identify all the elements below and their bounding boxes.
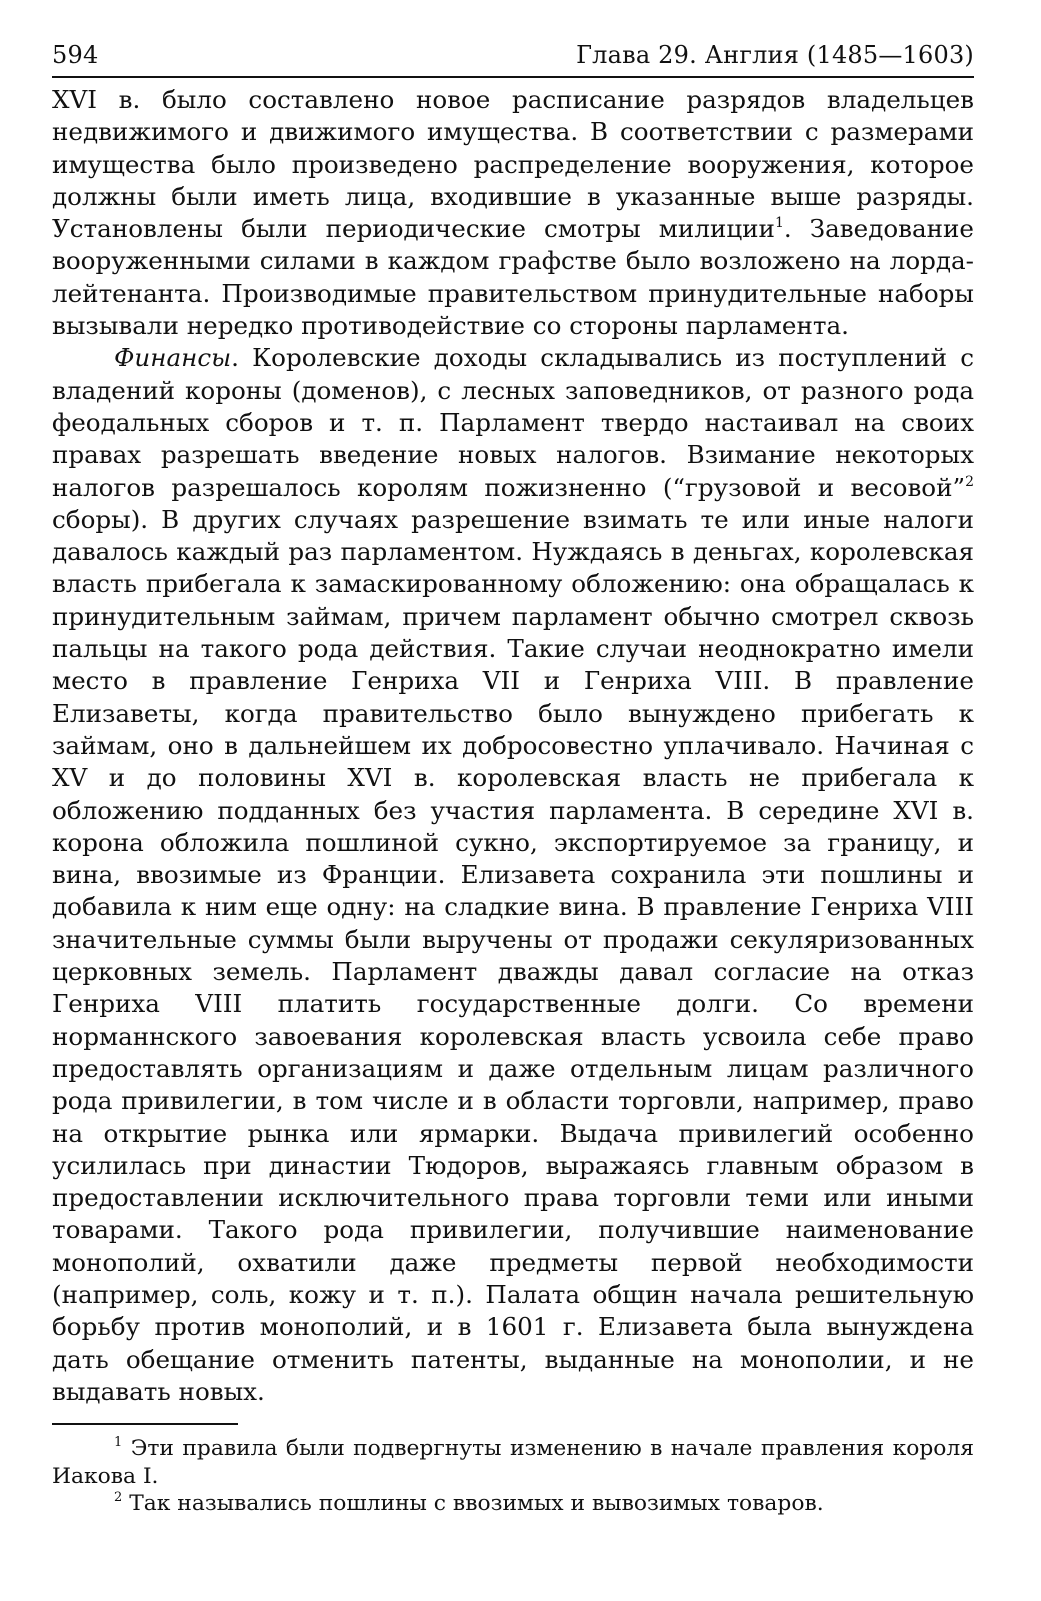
paragraph-finance bbox=[52, 342, 974, 1408]
page-number: 594 bbox=[52, 41, 99, 69]
chapter-title: Глава 29. Англия (1485—1603) bbox=[576, 41, 974, 69]
book-page bbox=[52, 38, 974, 1408]
footnotes bbox=[52, 1423, 974, 1518]
footnote-1 bbox=[52, 1435, 974, 1490]
footnote-text: Эти правила были подвергнуты изменению в начале правления короля Иакова I. bbox=[52, 1436, 974, 1489]
paragraph-militia bbox=[52, 84, 974, 342]
paragraph-text: . Королевские доходы складывались из поступлений с владений короны (доменов), с лесных заповедников, от разного рода феодальных сборов и т. п. Парламент твердо настаивал на своих правах разрешать введение новых налогов. Взимание некоторых налогов разрешалось королям пожизненно (“грузовой и весовой” bbox=[52, 343, 974, 502]
footnote-marker: 1 bbox=[114, 1435, 123, 1450]
footnote-2 bbox=[52, 1490, 974, 1518]
footnote-text: Так назывались пошлины с ввозимых и вывозимых товаров. bbox=[122, 1491, 824, 1516]
running-head bbox=[52, 38, 974, 72]
paragraph-text: . Заведование вооруженными силами в каждом графстве было возложено на лорда-лейтенанта. Производимые правительством принудительные наборы вызывали нередко противодействие со стороны парламента. bbox=[52, 214, 974, 341]
footnote-marker: 2 bbox=[114, 1490, 123, 1505]
paragraph-text: сборы). В других случаях разрешение взимать те или иные налоги давалось каждый раз парламентом. Нуждаясь в деньгах, королевская власть прибегала к замаскированному обложению: она обращалась к принудительным займам, причем парламент обычно смотрел сквозь пальцы на такого рода действия. Такие случаи неоднократно имели место в правление Генриха VII и Генриха VIII. В правление Елизаветы, когда правительство было вынуждено прибегать к займам, оно в дальнейшем их добросовестно уплачивало. Начиная с XV и до половины XVI в. королевская власть не прибегала к обложению подданных без участия парламента. В середине XVI в. корона обложила пошлиной сукно, экспортируемое за границу, и вина, ввозимые из Франции. Елизавета сохранила эти пошлины и добавила к ним еще одну: на сладкие вина. В правление Генриха VIII значительные суммы были выручены от продажи секуляризованных церковных земель. Парламент дважды давал согласие на отказ Генриха VIII платить государственные долги. Со времени норманнского завоевания королевская власть усвоила себе право предоставлять организациям и даже отдельным лицам различного рода привилегии, в том числе и в области торговли, например, право на открытие рынка или ярмарки. Выдача привилегий особенно усилилась при династии Тюдоров, выражаясь главным образом в предоставлении исключительного права торговли теми или иными товарами. Такого рода привилегии, получившие наименование монополий, охватили даже предметы первой необходимости (например, соль, кожу и т. п.). Палата общин начала решительную борьбу против монополий, и в 1601 г. Елизавета была вынуждена дать обещание отменить патенты, выданные на монополии, и не выдавать новых. bbox=[52, 504, 974, 1406]
footnote-ref-1[interactable]: 1 bbox=[774, 215, 784, 232]
header-rule bbox=[52, 76, 974, 78]
section-lead-italic: Финансы bbox=[114, 343, 232, 373]
main-text bbox=[52, 84, 974, 1408]
footnote-ref-2[interactable]: 2 bbox=[965, 473, 974, 490]
paragraph-text: XVI в. было составлено новое расписание разрядов владельцев недвижимого и движимого имущества. В соответствии с размерами имущества было произведено распределение вооружения, которое должны были иметь лица, входившие в указанные выше разряды. Установлены были периодические смотры милиции bbox=[52, 85, 974, 244]
footnote-rule bbox=[52, 1423, 238, 1425]
